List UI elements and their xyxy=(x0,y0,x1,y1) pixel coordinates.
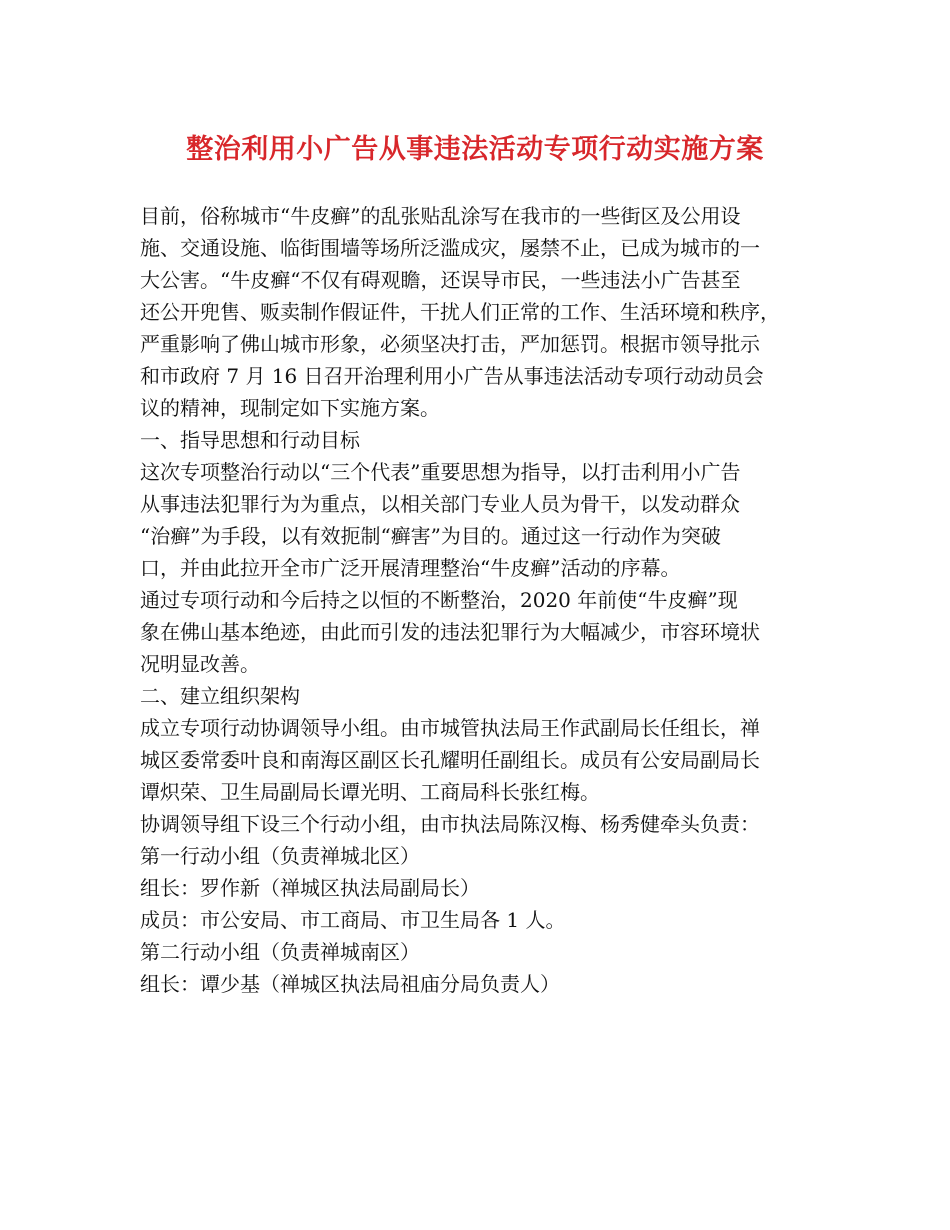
document-title: 整治利用小广告从事违法活动专项行动实施方案 xyxy=(186,134,764,165)
text-line: 组长：罗作新（禅城区执法局副局长） xyxy=(140,876,480,900)
text-line: 成员：市公安局、市工商局、市卫生局各 1 人。 xyxy=(140,908,566,932)
text-line: 口，并由此拉开全市广泛开展清理整治“牛皮癣”活动的序幕。 xyxy=(140,556,681,580)
text-line: 组长：谭少基（禅城区执法局祖庙分局负责人） xyxy=(140,972,560,996)
text-line: 和市政府 7 月 16 日召开治理利用小广告从事违法活动专项行动动员会 xyxy=(140,364,764,388)
text-line: 这次专项整治行动以“三个代表”重要思想为指导，以打击利用小广告 xyxy=(140,460,741,484)
text-line: 协调领导组下设三个行动小组，由市执法局陈汉梅、杨秀健牵头负责： xyxy=(140,812,760,836)
text-line: 第一行动小组（负责禅城北区） xyxy=(140,844,420,868)
text-line: 严重影响了佛山城市形象，必须坚决打击，严加惩罚。根据市领导批示 xyxy=(140,332,760,356)
text-line: 施、交通设施、临街围墙等场所泛滥成灾，屡禁不止，已成为城市的一 xyxy=(140,236,760,260)
text-line: 目前，俗称城市“牛皮癣”的乱张贴乱涂写在我市的一些街区及公用设 xyxy=(140,204,741,228)
section-heading: 二、建立组织架构 xyxy=(140,684,300,708)
text-line: 还公开兜售、贩卖制作假证件，干扰人们正常的工作、生活环境和秩序， xyxy=(140,300,780,324)
text-line: 况明显改善。 xyxy=(140,652,260,676)
text-line: 成立专项行动协调领导小组。由市城管执法局王作武副局长任组长，禅 xyxy=(140,716,760,740)
section-heading: 一、指导思想和行动目标 xyxy=(140,428,360,452)
text-line: 谭炽荣、卫生局副局长谭光明、工商局科长张红梅。 xyxy=(140,780,600,804)
text-line: 通过专项行动和今后持之以恒的不断整治，2020 年前使“牛皮癣”现 xyxy=(140,588,738,612)
text-line: 从事违法犯罪行为为重点，以相关部门专业人员为骨干，以发动群众 xyxy=(140,492,740,516)
text-line: 大公害。“牛皮癣“不仅有碍观瞻，还误导市民，一些违法小广告甚至 xyxy=(140,268,741,292)
text-line: 第二行动小组（负责禅城南区） xyxy=(140,940,420,964)
document-body xyxy=(140,200,815,1000)
text-line: 议的精神，现制定如下实施方案。 xyxy=(140,396,440,420)
text-line: 象在佛山基本绝迹，由此而引发的违法犯罪行为大幅减少，市容环境状 xyxy=(140,620,760,644)
text-line: “治癣”为手段，以有效扼制“癣害”为目的。通过这一行动作为突破 xyxy=(140,524,721,548)
text-line: 城区委常委叶良和南海区副区长孔耀明任副组长。成员有公安局副局长 xyxy=(140,748,760,772)
